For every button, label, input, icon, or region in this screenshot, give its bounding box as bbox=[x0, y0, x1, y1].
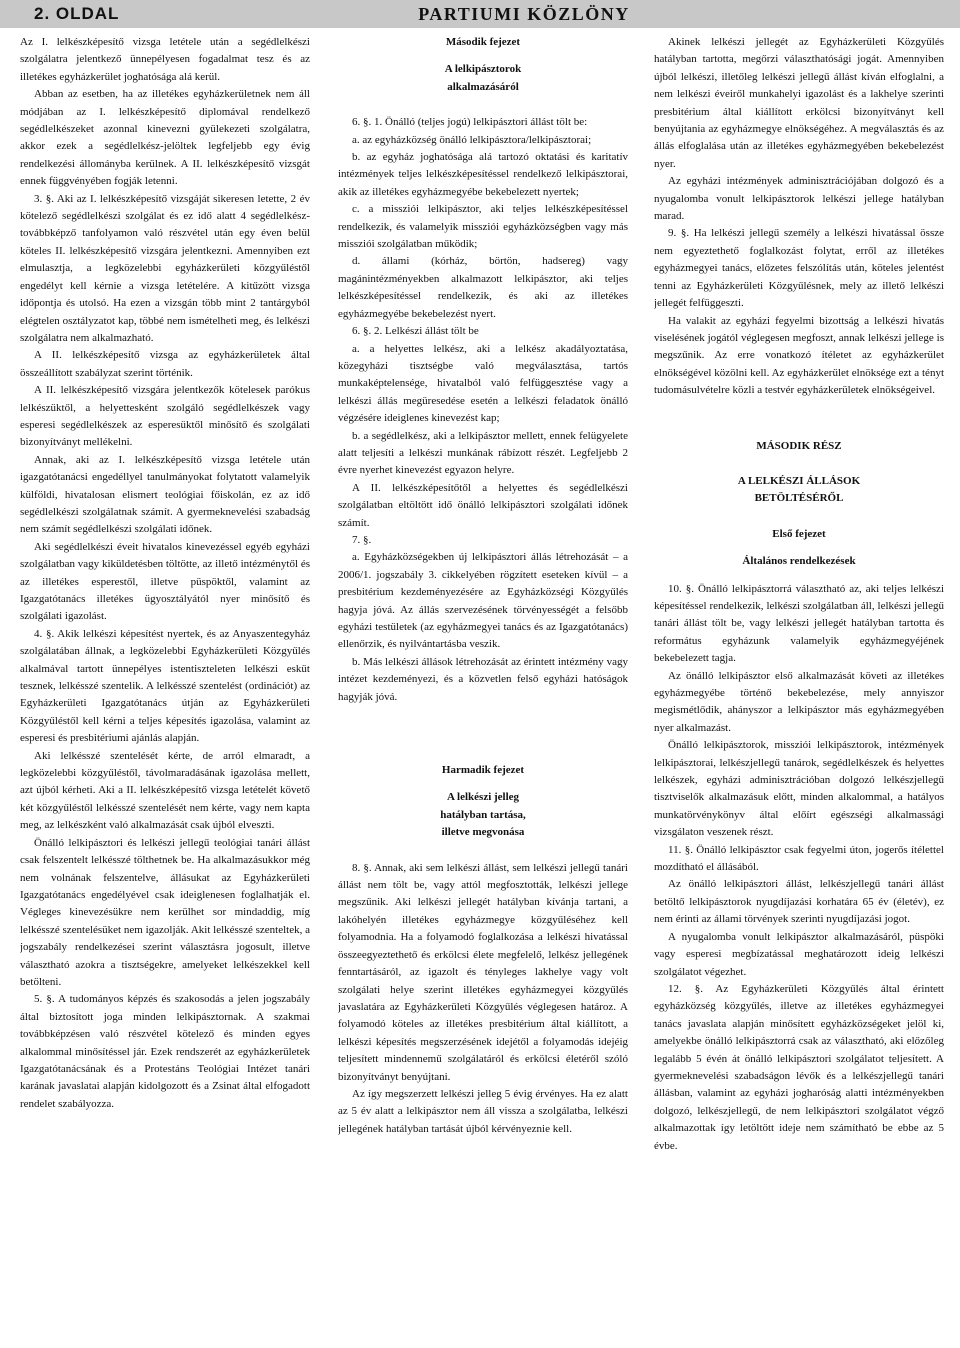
paragraph: Aki lelkésszé szentelését kérte, de arról elmaradt, a legközelebbi közgyűléstől, távolmaradásának igazolása mellett, azt újból kérheti. Aki a II. lelkészképesítő vizsga letételét követő két közgyűléstől lelkésszé szentelését nem kérte, vagy nem kapta meg, az lelkészként való alkalmazását csak újból elveszti. bbox=[20, 749, 310, 832]
chapter-title-line: A lelkipásztorok bbox=[444, 63, 522, 76]
paragraph: Aki segédlelkészi éveit hivatalos kinevezéssel egyéb egyházi szolgálatban vagy kiküldetésben töltötte, az illető intézménytől és az illetékes esperestől, illetve püspöktől, valamint az Igazgatótanács illetékes ügyosztályától nyer minősítő és szolgálati igazolást. bbox=[20, 540, 310, 623]
paragraph: 3. §. Aki az I. lelkészképesítő vizsgáját sikeresen letette, 2 év kötelező segédlelkészi szolgálat és ez idő alatt 4 segédlelkész-továbbképző tanfolyamon való részvétel után egy éven belül köteles II. lelkészképesítő vizsgára jelentkezni. Amennyiben ezt elmulasztja, a legközelebbi egyházkerületi közgyűléstől engedélyt kell kérnie a vizsga letételére. A kitűzött vizsga időpontja és utolsó. Ha ezen a vizsgán több mint 2 tantárgyból elégtelen osztályzatot kap, többé nem ismételheti meg, és lelkészi szolgálatra nem alkalmazható. bbox=[20, 192, 310, 344]
paragraph: 12. §. Az Egyházkerületi Közgyűlés által érintett egyházközség közgyűlés, illetve az illetékes egyházmegyei tanács javaslata alapján minősített egyházközségeket jelöl ki, amelyekbe önálló lelkipásztorrá csak az választható, aki előzőleg legalább 5 évén át önálló lelkipásztori szolgálatot teljesített. A gyermeknevelési szabadságon lévők és a lelkészjellegű tanári állásban, valamint az egyházi jogharóság alatti intézményekben dolgozó, lelkészjellegű, de nem lelkipásztori szolgálatot végző alkalmazottak így letöltött ideje nem számítható be ebbe az 5 évbe. bbox=[654, 982, 944, 1152]
chapter-title-line: illetve megvonása bbox=[441, 826, 525, 839]
paragraph: Annak, aki az I. lelkészképesítő vizsga letétele után igazgatótanácsi engedéllyel tanulmányokat folytatott valamelyik külföldi, hivatalosan elismert teológiai főiskolán, ez az idő segédlelkészi szolgálatnak számít. A gyermeknevelési szabadság nem számít segédlelkészi szolgálati időnek. bbox=[20, 453, 310, 536]
paragraph: 5. §. A tudományos képzés és szakosodás a jelen jogszabály által biztosított joga minden lelkipásztornak. A szakmai továbbképzésen való részvétel kötelező és minden egyes alkalommal minősítéssel jár. Ezek rendszerét az egyházkerületek Igazgatótanácsának és a Protestáns Teológiai Intézet tanári karának javaslatai alapján kidolgozott és a Zsinat által elfogadott rendelet szabályozza. bbox=[20, 993, 310, 1110]
paragraph: Az egyházi intézmények adminisztrációjában dolgozó és a nyugalomba vonult lelkipásztorok lelkészi jellege hatályban marad. bbox=[654, 175, 944, 223]
column-right bbox=[654, 34, 944, 1339]
column-middle bbox=[338, 34, 628, 1339]
paragraph: A nyugalomba vonult lelkipásztor alkalmazásáról, püspöki vagy esperesi megbízatással meghatározott ideig lelkészi szolgálatot végezhet. bbox=[654, 930, 944, 978]
paragraph: A II. lelkészképesítő vizsga az egyházkerületek által összeállított szabályzat szerint történik. bbox=[20, 349, 310, 379]
paragraph: d. állami (kórház, börtön, hadsereg) vagy magánintézményekben alkalmazott lelkipásztor, aki teljes lelkészképesítéssel rendelkezik, és aki az illetékes egyházmegyébe bekebelezést nyert. bbox=[338, 255, 628, 320]
paragraph: c. a missziói lelkipásztor, aki teljes lelkészképesítéssel rendelkezik, és valamelyik missziói egyházközségben vagy más missziói szolgálatban működik; bbox=[338, 203, 628, 251]
paragraph: b. Más lelkészi állások létrehozását az érintett intézmény vagy intézet kezdeményezi, és a közvetlen felső egyházi hatóságok hagyják jóvá. bbox=[338, 655, 628, 703]
chapter-heading: Első fejezet bbox=[772, 527, 826, 540]
chapter-heading: Második fejezet bbox=[445, 36, 521, 48]
paragraph: Ha valakit az egyházi fegyelmi bizottság a lelkészi hivatás viselésének jogától véglegesen megfoszt, annak lelkészi jellege is megszűnik. Az erre vonatkozó ítéletet az egyházkerület elnökségével közölni kell. Az egyházkerület elnöksége ezt a tényt tudomásulvételre közli a testvér egyházkerületek elnökségeivel. bbox=[654, 314, 944, 397]
column-left bbox=[20, 34, 310, 1339]
paragraph: a. az egyházközség önálló lelkipásztora/lelkipásztorai; bbox=[352, 133, 592, 146]
paragraph: A II. lelkészképesítő vizsgára jelentkezők kötelesek parókus lelkészüktől, a helyettesként szolgáló segédlelkészek vagy esperesi segédlelkészek az esperesüktől minősítő és szolgálati bizonyítványt mellékelni. bbox=[20, 384, 310, 449]
paragraph: A II. lelkészképesítőtől a helyettes és segédlelkészi szolgálatban eltöltött idő önálló lelkipásztori szolgálati időnek számít. bbox=[338, 481, 628, 529]
paragraph: 11. §. Önálló lelkipásztor csak fegyelmi úton, jogerős ítélettel mozdítható el állásából. bbox=[654, 843, 944, 874]
paragraph: 6. §. 2. Lelkészi állást tölt be bbox=[352, 325, 479, 338]
paragraph: Az így megszerzett lelkészi jelleg 5 évig érvényes. Ha ez alatt az 5 év alatt a lelkipásztor nem áll vissza a szolgálatba, lelkészi jellegének hatályban tartását újból kérvényeznie kell. bbox=[338, 1087, 628, 1135]
paragraph: a. Egyházközségekben új lelkipásztori állás létrehozását – a 2006/1. jogszabály 3. cikkelyében rögzített eseteken kívül – a presbitérium kezdeményezésére az Egyházközségi Közgyűlés hagyja jóvá. Az állás szervezésének törvényességét a felsőbb egyházi testületek (az egyházmegyei tanács és az Igazgatótanács) ellenőrzik, és nyilvántartásba veszik. bbox=[338, 551, 628, 651]
chapter-title-line: alkalmazásáról bbox=[447, 80, 519, 93]
part-title-line: A LELKÉSZI ÁLLÁSOK bbox=[737, 474, 861, 487]
chapter-title: Általános rendelkezések bbox=[742, 555, 856, 568]
paragraph: Az önálló lelkipásztor első alkalmazását követi az illetékes egyházmegyébe történő bekebelezése, mely annyiszor megismétlődik, ahányszor a lelkipásztor más egyházmegyében nyer alkalmazást. bbox=[654, 669, 944, 734]
paragraph: b. a segédlelkész, aki a lelkipásztor mellett, ennek felügyelete alatt teljesíti a lelkészi munkának rábízott részét. Legfeljebb 2 évre nyerhet kinevezést egyazon helyre. bbox=[338, 429, 628, 477]
part-heading: MÁSODIK RÉSZ bbox=[756, 439, 842, 452]
paragraph: 10. §. Önálló lelkipásztorrá választható az, aki teljes lelkészi képesítéssel rendelkezik, lelkészi szolgálatban áll, lelkészi jellegű tanári állást tölt be, vagy lelkészi jellegét hatályban tartotta és református egyházunk valamelyik egyházmegyéjének bekebelezett tagja. bbox=[654, 582, 944, 665]
publication-title: PARTIUMI KÖZLÖNY bbox=[418, 3, 630, 24]
paragraph: Az I. lelkészképesítő vizsga letétele után a segédlelkészi szolgálatra jelentkező ünnepélyesen fogadalmat tesz és az illetékes egyházkerület joghatósága alá kerül. bbox=[20, 36, 310, 83]
paragraph: 8. §. Annak, aki sem lelkészi állást, sem lelkészi jellegű tanári állást nem tölt be, vagy attól megfosztották, lelkészi jellege megszűnik. Aki lelkészi jellegét hatályban kívánja tartani, a lakóhelyén illetékes egyházmegye közgyűléséhez kell folyamodnia. Ha a folyamodó foglalkozása a lelkészi hivatással összeegyeztethető és erkölcsi élete megfelelő, lelkész jellegének fenntartásáról, az igazolt és tényleges lakhelye vagy volt szolgálati helye szerint illetékes egyházmegyei közgyűlés javaslatára az Egyházkerületi Közgyűlés véglegesen határoz. A folyamodó köteles az illetékes presbitérium által kiállított, a lelkészi képesítés megszerzésének idejétől a folyamodás idejéig teljesített mindennemű szolgálatáról és erkölcsi életéről szóló bizonyítványt benyújtani. bbox=[338, 861, 628, 1083]
chapter-title-line: hatályban tartása, bbox=[440, 808, 526, 821]
chapter-title-line: A lelkészi jelleg bbox=[446, 791, 520, 804]
paragraph: 6. §. 1. Önálló (teljes jogú) lelkipásztori állást tölt be: bbox=[352, 116, 588, 129]
paragraph: Akinek lelkészi jellegét az Egyházkerületi Közgyűlés hatályban tartotta, megőrzi választhatósági jogát. Amennyiben újból lelkészi, illetőleg lelkészi jellegű állást kíván elfoglalni, a nem lelkészi éveiről munkahelyi igazolást és a lakhelye szerinti presbitérium által kiállított erkölcsi bizonyítványt kell benyújtania az egyházmegye elnökségéhez. A megválasztás és az állás elfoglalása után az illetékes egyházmegyében bekebelezést nyer. bbox=[654, 36, 944, 170]
chapter-heading: Harmadik fejezet bbox=[441, 764, 525, 777]
paragraph: 9. §. Ha lelkészi jellegű személy a lelkészi hivatással össze nem egyeztethető foglalkozást folytat, erről az illetékes egyházmegyei tanács, előzetes felszólítás után, köteles jelentést tenni az Egyházkerületi Közgyűlésnek, mely az illető lelkészi jellegét felfüggeszti. bbox=[654, 227, 944, 310]
paragraph: Abban az esetben, ha az illetékes egyházkerületnek nem áll módjában az I. lelkészképesítő diplomával rendelkező segédlelkészeket azonnal kinevezni gyülekezeti szolgálatra, akkor ezek a segédlelkész-jelöltek legfeljebb egy évig rendelkezési állományba kerülnek. A II. lelkészképesítő vizsgát ennek függvényében fogják letenni. bbox=[20, 88, 310, 188]
paragraph: b. az egyház joghatósága alá tartozó oktatási és karitatív intézmények teljes lelkészképesítéssel rendelkező lelkipásztorai, akik az illetékes egyházmegyébe bekebelezett nyertek; bbox=[338, 151, 628, 198]
paragraph: 7. §. bbox=[352, 533, 372, 546]
page-header bbox=[0, 0, 960, 28]
paragraph: Önálló lelkipásztori és lelkészi jellegű teológiai tanári állást csak felszentelt lelkésszé tölthetnek be. Ha alkalmazásukkor még nem volnának felszentelve, állásukat az Egyházkerületi Igazgatótanács engedélyével csak ideiglenesen foglalhatják el. Végleges kinevezésükre nem kerülhet sor mindaddig, míg lelkésszé szentelésüket nem igazolják. Akit lelkésszé szenteltek, a jogszabály rendelkezései szerint választásra jogosult, illetve választható azokra a tisztségekre, amelyeket lelkészekkel kell betölteni. bbox=[20, 836, 310, 988]
paragraph: 4. §. Akik lelkészi képesítést nyertek, és az Anyaszentegyház szolgálatában állnak, a legközelebbi Egyházkerületi Közgyűlés alkalmával tartott ünnepélyes istentiszteleten lelkészi esküt tesznek, lelkésszé szentelik. A lelkésszé szentelést (ordinációt) az Egyházkerületi Igazgatótanács útján az Egyházkerületi Közgyűléstől kell kérni a teljes képesítés igazolása, valamint az esperesi és presbitériumi ajánlás alapján. bbox=[20, 627, 310, 745]
paragraph: Önálló lelkipásztorok, missziói lelkipásztorok, intézmények lelkipásztorai, lelkészjellegű tanárok, segédlelkészek és helyettes lelkészek, egyházi adminisztrációban dolgozó lelkészjellegű tisztviselők alkalmazásuk előtt, minden alkalommal, a hatályos munkatörvénykönyv által előírt egészségi alkalmassági vizsgálaton veszenek részt. bbox=[654, 739, 944, 839]
paragraph: Az önálló lelkipásztori állást, lelkészjellegű tanári állást betöltő lelkipásztorok nyugdíjazási korhatára 65 év (életév), ez nem érinti az állami törvények szerinti nyugdíjazási jogot. bbox=[654, 878, 944, 926]
part-title-line: BETÖLTÉSÉRŐL bbox=[754, 492, 844, 505]
page-number: 2. OLDAL bbox=[34, 4, 120, 23]
paragraph: a. a helyettes lelkész, aki a lelkész akadályoztatása, közegyházi tisztségbe való megválasztása, tartós munkaképtelensége, hivatalból való felfüggesztése vagy a lelkészi állás megüresedése esetén a lelkészi feladatok önálló végzésére ideiglenes kinevezést kap; bbox=[338, 342, 628, 425]
